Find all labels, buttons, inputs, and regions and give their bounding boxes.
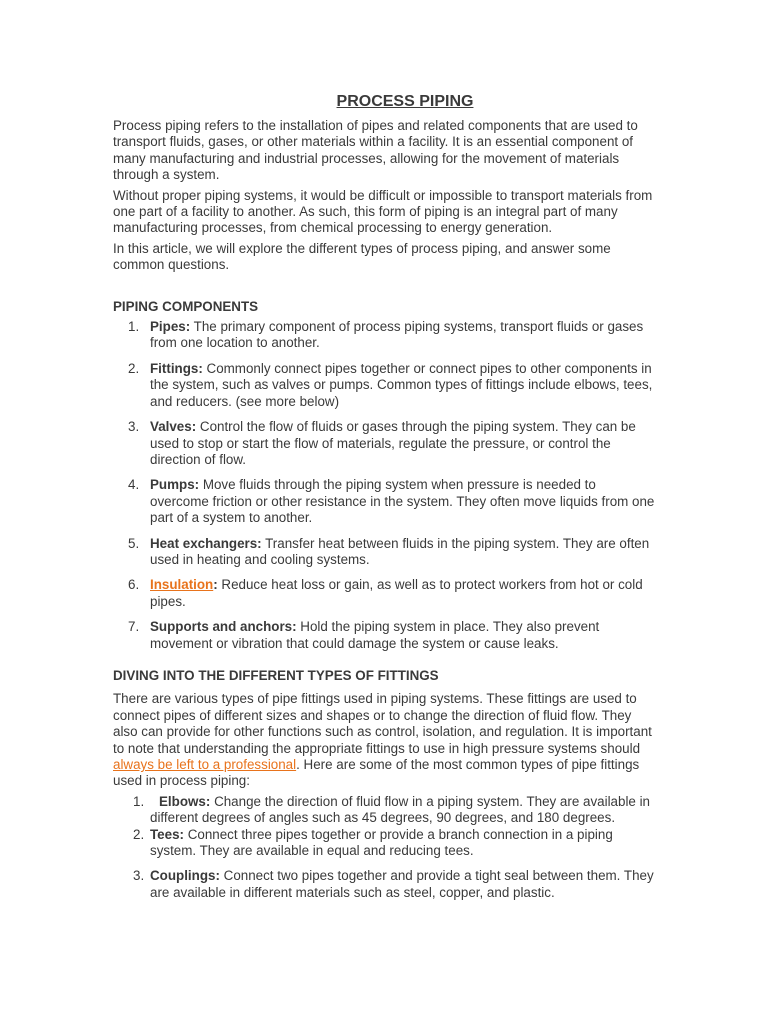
list-number: 1. <box>128 319 140 335</box>
list-number: 2. <box>133 826 145 842</box>
list-item-term: Valves: <box>150 419 197 435</box>
list-item-text: Control the flow of fluids or gases through the piping system. They can be used to stop or start the flow of materials, regulate the pressure, or control the direction of flow. <box>150 419 636 467</box>
fittings-paragraph-text: There are various types of pipe fittings used in piping systems. These fittings are used to connect pipes of different sizes and shapes or to change the direction of fluid flow. They also can provide for other functions such as control, isolation, and regulation. It is important to note that understanding the appropriate fittings to use in high pressure systems should <box>113 691 652 756</box>
list-item <box>113 419 658 468</box>
intro-paragraph: In this article, we will explore the different types of process piping, and answer some common questions. <box>113 240 611 273</box>
intro-section <box>113 118 658 274</box>
list-item <box>113 577 658 610</box>
list-item <box>113 319 658 352</box>
list-number: 7. <box>128 619 140 635</box>
list-item-text: Transfer heat between fluids in the piping system. They are often used in heating and cooling systems. <box>150 535 650 567</box>
list-number: 3. <box>133 868 145 884</box>
list-number: 4. <box>128 477 140 493</box>
list-item <box>113 619 658 652</box>
list-item-term: Pumps: <box>150 477 200 493</box>
intro-paragraph: Process piping refers to the installation of pipes and related components that are used to transport fluids, gases, or other materials within a facility. It is an essential component of many manufacturing and industrial processes, allowing for the movement of materials through a system. <box>113 118 638 183</box>
list-number: 5. <box>128 535 140 551</box>
list-item <box>113 794 658 827</box>
list-item-text: Connect two pipes together and provide a tight seal between them. They are available in different materials such as steel, copper, and plastic. <box>150 868 654 900</box>
list-item-text: The primary component of process piping systems, transport fluids or gases from one location to another. <box>150 319 644 351</box>
section-heading-fittings: DIVING INTO THE DIFFERENT TYPES OF FITTINGS <box>113 667 439 683</box>
list-item-text: Hold the piping system in place. They also prevent movement or vibration that could damage the system or cause leaks. <box>150 619 600 651</box>
list-item-text: Reduce heat loss or gain, as well as to protect workers from hot or cold pipes. <box>150 577 643 609</box>
list-item-term: Elbows: <box>159 793 211 809</box>
list-item <box>113 827 658 860</box>
list-item-term: Pipes: <box>150 319 191 335</box>
list-number: 3. <box>128 419 140 435</box>
list-item-term: Fittings: <box>150 360 203 376</box>
fittings-paragraph <box>113 691 658 789</box>
list-item-term: Heat exchangers: <box>150 535 262 551</box>
list-item-text: Connect three pipes together or provide a branch connection in a piping system. They are available in equal and reducing tees. <box>150 826 613 859</box>
section-heading-components: PIPING COMPONENTS <box>113 298 259 314</box>
list-item-term: Couplings: <box>150 868 220 884</box>
list-number: 2. <box>128 360 140 376</box>
list-number: 1. <box>133 793 145 809</box>
professional-link[interactable]: always be left to a professional <box>113 757 297 772</box>
list-number: 6. <box>128 577 140 593</box>
insulation-link[interactable]: Insulation <box>150 577 214 593</box>
list-item-text: Change the direction of fluid flow in a piping system. They are available in different degrees of angles such as 45 degrees, 90 degrees, and 180 degrees. <box>150 793 651 826</box>
list-item-term: Supports and anchors: <box>150 619 297 635</box>
page-title: PROCESS PIPING <box>336 93 474 110</box>
fittings-list <box>113 794 658 901</box>
list-item-term: Tees: <box>150 826 184 842</box>
list-item <box>113 536 658 569</box>
list-item-text: Move fluids through the piping system when pressure is needed to overcome friction or other resistance in the system. They often move liquids from one part of a system to another. <box>150 477 655 526</box>
list-item <box>113 361 658 410</box>
list-item-text: Commonly connect pipes together or connect pipes to other components in the system, such as valves or pumps. Common types of fittings include elbows, tees, and reducers. (see more below) <box>150 360 653 409</box>
components-list <box>113 319 658 652</box>
list-item <box>113 868 658 901</box>
intro-paragraph: Without proper piping systems, it would be difficult or impossible to transport materials from one part of a facility to another. As such, this form of piping is an integral part of many manufacturing processes, from chemical processing to energy generation. <box>113 187 653 236</box>
fittings-paragraph-text-end: . Here are some of the most common types of pipe fittings used in process piping: <box>113 757 640 789</box>
list-item-term-suffix: : <box>213 577 218 593</box>
list-item <box>113 477 658 526</box>
list-item-body <box>150 794 658 827</box>
document-body <box>113 118 658 901</box>
